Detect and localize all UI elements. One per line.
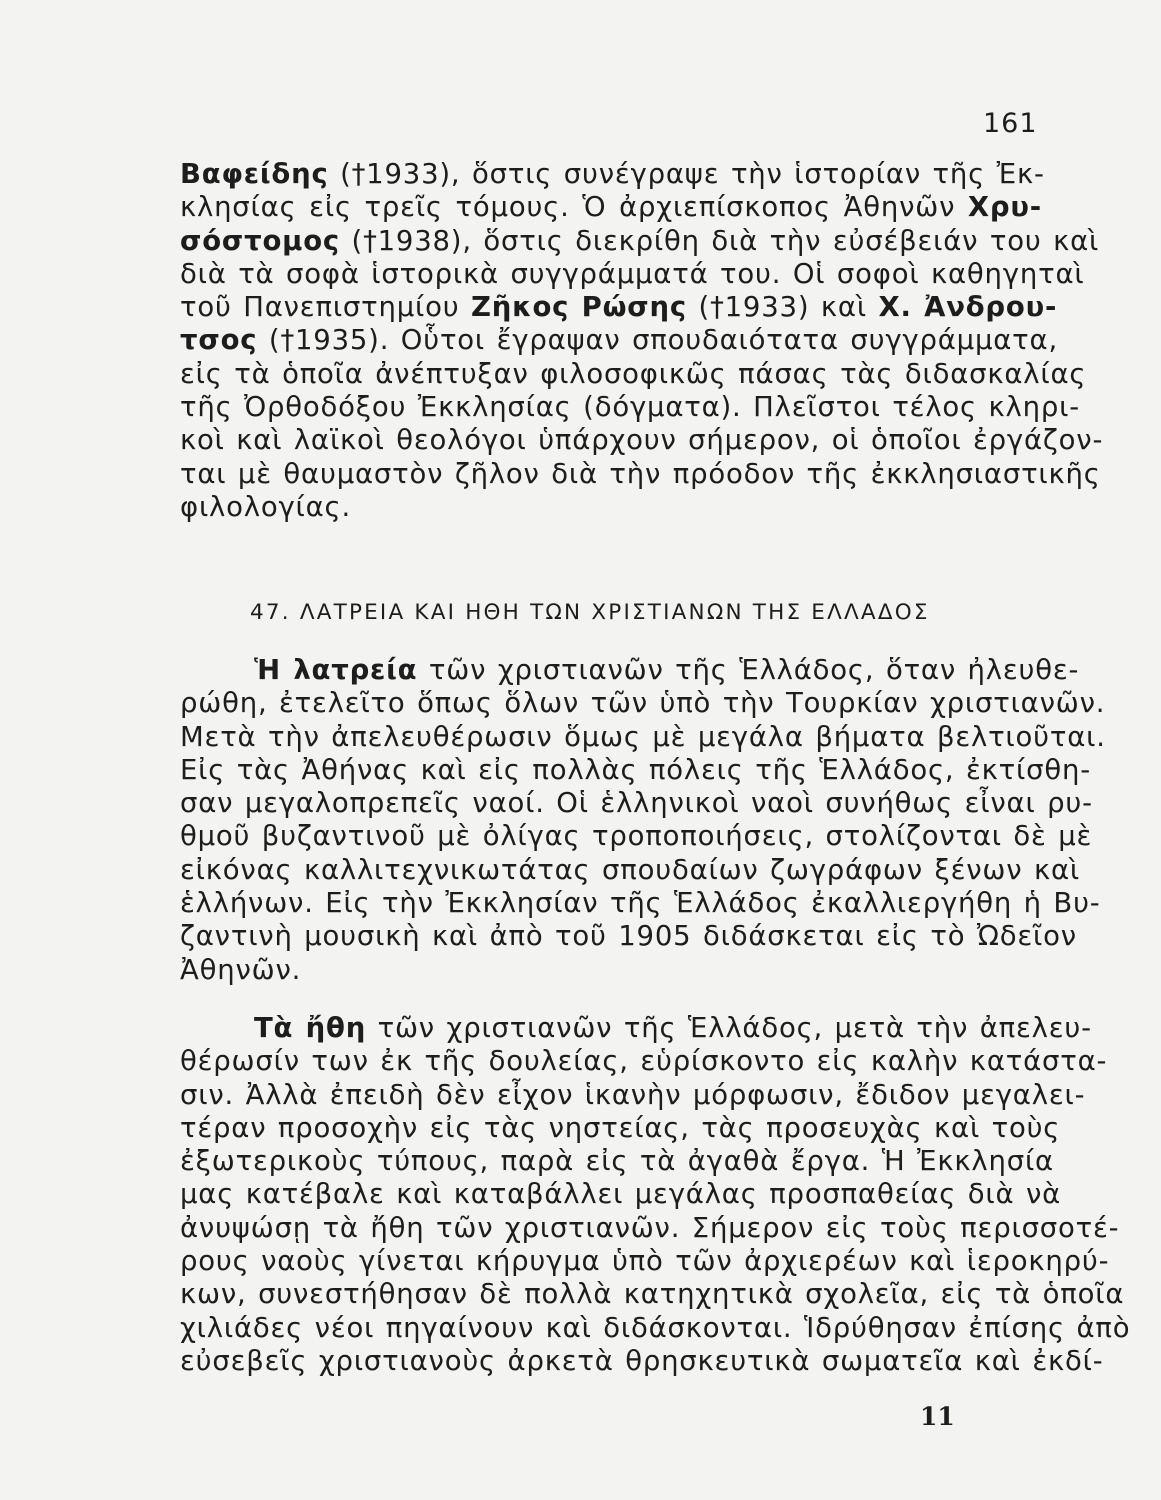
text-line: χιλιάδες νέοι πηγαίνουν καὶ διδάσκονται. Ἱδρύθησαν ἐπίσης ἀπὸ xyxy=(180,1311,1131,1344)
text-line: τσος (†1935). Οὗτοι ἔγραψαν σπουδαιότατα συγγράμματα, xyxy=(180,324,1059,357)
section-title: 47. ΛΑΤΡΕΙΑ ΚΑΙ ΗΘΗ ΤΩΝ ΧΡΙΣΤΙΑΝΩΝ ΤΗΣ ΕΛΛΑΔΟΣ xyxy=(250,600,930,625)
text-line: Τὰ ἤθη τῶν χριστιανῶν τῆς Ἑλλάδος, μετὰ τὴν ἀπελευ- xyxy=(254,1012,1092,1044)
text-line: εὐσεβεῖς χριστιανοὺς ἀρκετὰ θρησκευτικὰ σωματεῖα καὶ ἐκδί- xyxy=(180,1344,1104,1377)
text-line: μας κατέβαλε καὶ καταβάλλει μεγάλας προσπαθείας διὰ νὰ xyxy=(180,1178,1062,1211)
text-line: κων, συνεστήθησαν δὲ πολλὰ κατηχητικὰ σχολεῖα, εἰς τὰ ὁποῖα xyxy=(180,1278,1125,1311)
text-line: Ἡ λατρεία τῶν χριστιανῶν τῆς Ἑλλάδος, ὅταν ἠλευθε- xyxy=(254,654,1080,686)
text-line: ἐξωτερικοὺς τύπους, παρὰ εἰς τὰ ἀγαθὰ ἔργα. Ἡ Ἐκκλησία xyxy=(180,1145,1054,1178)
text-line: Μετὰ τὴν ἀπελευθέρωσιν ὅμως μὲ μεγάλα βήματα βελτιοῦται. xyxy=(180,720,1106,753)
text-line: ται μὲ θαυμαστὸν ζῆλον διὰ τὴν πρόοδον τῆς ἐκκλησιαστικῆς xyxy=(180,457,1101,490)
text-line: Εἰς τὰς Ἀθήνας καὶ εἰς πολλὰς πόλεις τῆς Ἑλλάδος, ἐκτίσθη- xyxy=(180,753,1091,786)
text-line: ρώθη, ἐτελεῖτο ὅπως ὅλων τῶν ὑπὸ τὴν Τουρκίαν χριστιανῶν. xyxy=(180,687,1106,720)
text-line: τέραν προσοχὴν εἰς τὰς νηστείας, τὰς προσευχὰς καὶ τοὺς xyxy=(180,1111,1061,1144)
text-line: σιν. Ἀλλὰ ἐπειδὴ δὲν εἶχον ἱκανὴν μόρφωσιν, ἔδιδον μεγαλει- xyxy=(180,1078,1086,1111)
text-line: θμοῦ βυζαντινοῦ μὲ ὀλίγας τροποποιήσεις, στολίζονται δὲ μὲ xyxy=(180,820,1093,853)
printer-signature-mark: 11 xyxy=(920,1402,955,1431)
text-line: φιλολογίας. xyxy=(180,490,352,523)
text-line: Ἀθηνῶν. xyxy=(180,953,302,986)
paragraph-lead: Ἡ λατρεία xyxy=(254,654,418,686)
text-line: σόστομος (†1938), ὅστις διεκρίθη διὰ τὴν εὐσέβειάν του καὶ xyxy=(180,224,1100,257)
text-line: ἀνυψώσῃ τὰ ἤθη τῶν χριστιανῶν. Σήμερον εἰς τοὺς περισσοτέ- xyxy=(180,1211,1120,1244)
text-line: κλησίας εἰς τρεῖς τόμους. Ὁ ἀρχιεπίσκοπος Ἀθηνῶν Χρυ- xyxy=(180,191,1042,224)
text-line: σαν μεγαλοπρεπεῖς ναοί. Οἱ ἑλληνικοὶ ναοὶ συνήθως εἶναι ρυ- xyxy=(180,787,1093,820)
text-line: ζαντινὴ μουσικὴ καὶ ἀπὸ τοῦ 1905 διδάσκεται εἰς τὸ Ὠδεῖον xyxy=(180,920,1077,953)
text-line: Βαφείδης (†1933), ὅστις συνέγραψε τὴν ἱστορίαν τῆς Ἐκ- xyxy=(180,158,1045,190)
text-line: κοὶ καὶ λαϊκοὶ θεολόγοι ὑπάρχουν σήμερον, οἱ ὁποῖοι ἐργάζον- xyxy=(180,424,1104,457)
text-line: εἰκόνας καλλιτεχνικωτάτας σπουδαίων ζωγράφων ξένων καὶ xyxy=(180,853,1080,886)
page-number: 161 xyxy=(983,108,1038,139)
text-line: ρους ναοὺς γίνεται κήρυγμα ὑπὸ τῶν ἀρχιερέων καὶ ἱεροκηρύ- xyxy=(180,1245,1110,1278)
text-line: τοῦ Πανεπιστημίου Ζῆκος Ρώσης (†1933) καὶ Χ. Ἀνδρου- xyxy=(180,291,1058,324)
paragraph-theologians xyxy=(180,158,1104,524)
text-line: διὰ τὰ σοφὰ ἱστορικὰ συγγράμματά του. Οἱ σοφοὶ καθηγηταὶ xyxy=(180,257,1085,290)
paragraph-morals xyxy=(180,1012,1131,1378)
text-line: θέρωσίν των ἐκ τῆς δουλείας, εὑρίσκοντο εἰς καλὴν κατάστα- xyxy=(180,1045,1108,1078)
text-line: ἑλλήνων. Εἰς τὴν Ἐκκλησίαν τῆς Ἑλλάδος ἐκαλλιεργήθη ἡ Βυ- xyxy=(180,887,1101,920)
paragraph-worship xyxy=(180,654,1106,987)
paragraph-lead: Τὰ ἤθη xyxy=(254,1012,367,1044)
text-line: εἰς τὰ ὁποῖα ἀνέπτυξαν φιλοσοφικῶς πάσας τὰς διδασκαλίας xyxy=(180,357,1087,390)
text-line: τῆς Ὀρθοδόξου Ἐκκλησίας (δόγματα). Πλεῖστοι τέλος κληρι- xyxy=(180,391,1080,424)
